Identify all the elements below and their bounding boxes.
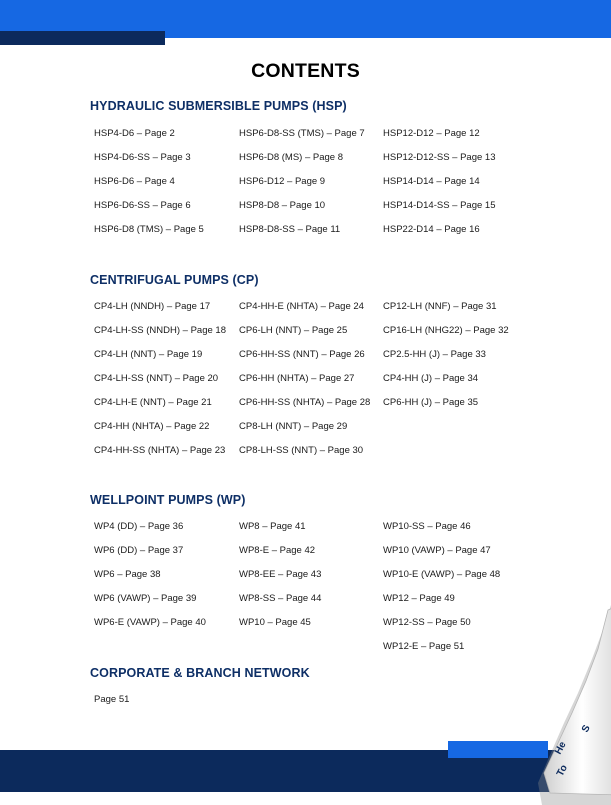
toc-entry[interactable]: WP12 – Page 49 — [383, 593, 455, 604]
toc-entry[interactable]: CP4-LH (NNDH) – Page 17 — [94, 301, 211, 312]
toc-entry[interactable]: CP2.5-HH (J) – Page 33 — [383, 349, 486, 360]
toc-entry[interactable]: HSP22-D14 – Page 16 — [383, 224, 480, 235]
toc-entry[interactable]: WP8-EE – Page 43 — [239, 569, 322, 580]
toc-entry[interactable]: HSP6-D6-SS – Page 6 — [94, 200, 191, 211]
page-title: CONTENTS — [251, 60, 360, 82]
toc-entry[interactable]: CP4-LH-E (NNT) – Page 21 — [94, 397, 212, 408]
toc-entry[interactable]: HSP12-D12-SS – Page 13 — [383, 152, 496, 163]
toc-entry[interactable]: WP4 (DD) – Page 36 — [94, 521, 184, 532]
toc-entry[interactable]: CP12-LH (NNF) – Page 31 — [383, 301, 497, 312]
toc-entry[interactable]: WP10 (VAWP) – Page 47 — [383, 545, 491, 556]
toc-entry[interactable]: HSP6-D12 – Page 9 — [239, 176, 326, 187]
page-curl-text-2: He — [552, 739, 569, 757]
toc-entry[interactable]: HSP8-D8 – Page 10 — [239, 200, 326, 211]
toc-entry[interactable]: WP12-SS – Page 50 — [383, 617, 471, 628]
toc-entry[interactable]: CP4-LH-SS (NNT) – Page 20 — [94, 373, 219, 384]
toc-entry[interactable]: WP6-E (VAWP) – Page 40 — [94, 617, 206, 628]
toc-entry[interactable]: CP6-HH-SS (NNT) – Page 26 — [239, 349, 365, 360]
toc-entry[interactable]: HSP6-D8 (MS) – Page 8 — [239, 152, 344, 163]
toc-entry[interactable]: HSP14-D14 – Page 14 — [383, 176, 480, 187]
toc-entry[interactable]: CP4-LH (NNT) – Page 19 — [94, 349, 203, 360]
toc-entry[interactable]: Page 51 — [94, 694, 130, 705]
toc-entry[interactable]: HSP6-D8-SS (TMS) – Page 7 — [239, 128, 365, 139]
toc-entry[interactable]: CP4-HH (J) – Page 34 — [383, 373, 479, 384]
top-banner-accent — [0, 31, 165, 45]
toc-entry[interactable]: CP4-LH-SS (NNDH) – Page 18 — [94, 325, 226, 336]
page-curl-sheet — [544, 605, 611, 795]
page-curl-graphic — [530, 605, 611, 805]
page-curl-text-3: To — [554, 763, 571, 779]
toc-entry[interactable]: HSP14-D14-SS – Page 15 — [383, 200, 496, 211]
toc-entry[interactable]: CP8-LH (NNT) – Page 29 — [239, 421, 348, 432]
toc-entry[interactable]: HSP6-D8 (TMS) – Page 5 — [94, 224, 204, 235]
toc-entry[interactable]: CP6-LH (NNT) – Page 25 — [239, 325, 348, 336]
toc-entry[interactable]: HSP4-D6-SS – Page 3 — [94, 152, 191, 163]
toc-entry[interactable]: WP10-SS – Page 46 — [383, 521, 471, 532]
toc-entry[interactable]: HSP8-D8-SS – Page 11 — [239, 224, 341, 235]
toc-entry[interactable]: CP8-LH-SS (NNT) – Page 30 — [239, 445, 364, 456]
toc-entry[interactable]: CP4-HH-E (NHTA) – Page 24 — [239, 301, 364, 312]
toc-entry[interactable]: CP4-HH (NHTA) – Page 22 — [94, 421, 210, 432]
toc-entry[interactable]: CP4-HH-SS (NHTA) – Page 23 — [94, 445, 226, 456]
toc-entry[interactable]: WP8-SS – Page 44 — [239, 593, 322, 604]
toc-entry[interactable]: WP6 (DD) – Page 37 — [94, 545, 184, 556]
toc-entry[interactable]: CP6-HH-SS (NHTA) – Page 28 — [239, 397, 371, 408]
toc-entry[interactable]: WP10-E (VAWP) – Page 48 — [383, 569, 501, 580]
toc-entry[interactable]: WP12-E – Page 51 — [383, 641, 465, 652]
toc-entry[interactable]: HSP6-D6 – Page 4 — [94, 176, 175, 187]
toc-entry[interactable]: CP16-LH (NHG22) – Page 32 — [383, 325, 509, 336]
section-title-cp: CENTRIFUGAL PUMPS (CP) — [90, 273, 259, 287]
toc-entry[interactable]: WP8-E – Page 42 — [239, 545, 316, 556]
toc-entry[interactable]: WP10 – Page 45 — [239, 617, 311, 628]
toc-entry[interactable]: CP6-HH (NHTA) – Page 27 — [239, 373, 355, 384]
page-curl-text-1: S — [579, 723, 593, 735]
toc-entry[interactable]: CP6-HH (J) – Page 35 — [383, 397, 479, 408]
section-title-wp: WELLPOINT PUMPS (WP) — [90, 493, 246, 507]
section-title-hsp: HYDRAULIC SUBMERSIBLE PUMPS (HSP) — [90, 99, 347, 113]
toc-entry[interactable]: WP8 – Page 41 — [239, 521, 306, 532]
toc-entry[interactable]: WP6 – Page 38 — [94, 569, 161, 580]
toc-entry[interactable]: WP6 (VAWP) – Page 39 — [94, 593, 197, 604]
toc-entry[interactable]: HSP12-D12 – Page 12 — [383, 128, 480, 139]
toc-entry[interactable]: HSP4-D6 – Page 2 — [94, 128, 175, 139]
section-title-network: CORPORATE & BRANCH NETWORK — [90, 666, 310, 680]
